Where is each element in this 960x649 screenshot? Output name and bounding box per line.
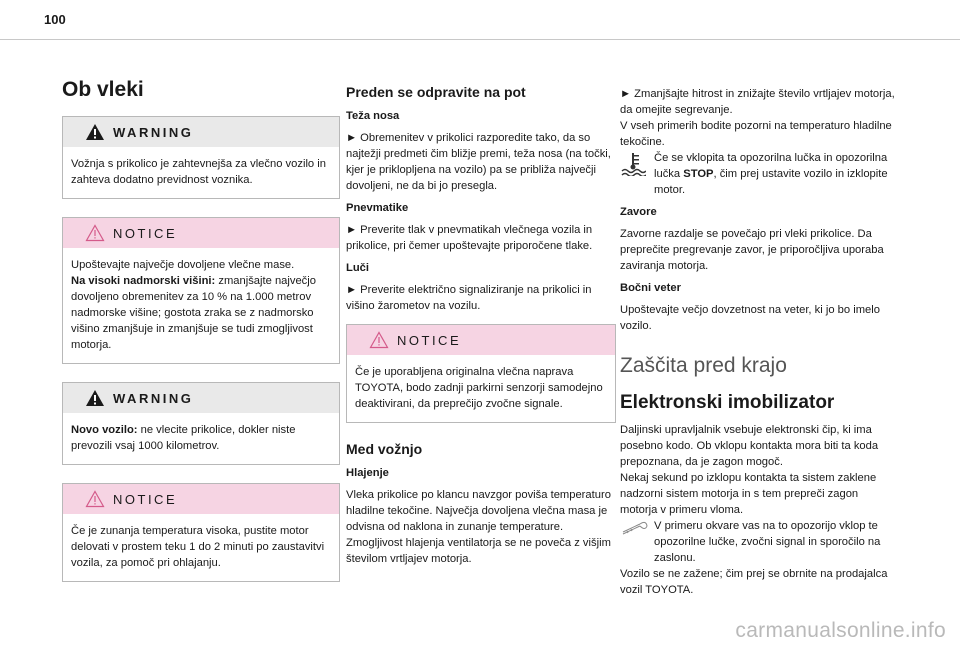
text-coolant-temp: V vseh primerih bodite pozorni na temperaturo hladilne tekočine. <box>620 120 892 148</box>
subheading-brakes: Zavore <box>620 206 657 218</box>
warning-box-2 <box>62 382 340 465</box>
text-lights: ► Preverite električno signaliziranje na prikolici in višino žarometov na vozilu. <box>346 284 592 312</box>
subheading-lights: Luči <box>346 262 369 274</box>
notice-box-3 <box>346 324 616 423</box>
subheading-tyres: Pnevmatike <box>346 202 409 214</box>
column-2 <box>346 84 616 575</box>
notice-box-2 <box>62 483 340 582</box>
notice-label: NOTICE <box>397 332 462 348</box>
subheading-crosswind: Bočni veter <box>620 282 681 294</box>
text-coolant-warning: Če se vklopita ta opozorilna lučka in opozorilna lučka STOP, čim prej ustavite vozilo in izklopite motor. <box>654 152 888 196</box>
immobiliser-warning-paragraph <box>620 518 896 566</box>
notice-label: NOTICE <box>113 225 178 241</box>
section-title-towing: Ob vleki <box>62 78 144 101</box>
text-immobiliser-2: Nekaj sekund po izklopu kontakta ta sistem zaklene nadzorni sistem motorja in s tem prepreči zagon motorja v primeru vloma. <box>620 472 877 516</box>
text-immobiliser-4: Vozilo se ne zažene; čim prej se obrnite na prodajalca vozil TOYOTA. <box>620 568 888 596</box>
text-brakes: Zavorne razdalje se povečajo pri vleki prikolice. Da preprečite pregrevanje zavor, je priporočljiva uporaba zaviranja motorja. <box>620 228 884 272</box>
section-title-immobiliser: Elektronski imobilizator <box>620 392 835 413</box>
warning-text: Novo vozilo: ne vlecite prikolice, dokler niste prevozili vsaj 1000 kilometrov. <box>71 424 296 452</box>
notice-triangle-icon <box>369 331 389 349</box>
subheading-cooling: Hlajenje <box>346 467 389 479</box>
warning-label: WARNING <box>113 390 194 406</box>
subheading-nose-weight: Teža nosa <box>346 110 400 122</box>
warning-label: WARNING <box>113 124 194 140</box>
text-cooling: Vleka prikolice po klancu navzgor poviša temperaturo hladilne tekočine. Največja dovoljena vlečna masa je odvisna od naklona in zunanje temperature. Zmogljivost hlajenja ventilatorja se ne poveča z višjim številom vrtljajev motorja. <box>346 489 611 565</box>
coolant-temperature-icon <box>620 152 646 176</box>
notice-text: Če je zunanja temperatura visoka, pustite motor delovati v prostem teku 1 do 2 minuti po zaustavitvi vozila, za pomoč pri ohlajanju. <box>71 525 325 569</box>
warning-triangle-icon <box>85 389 105 407</box>
column-3 <box>620 86 896 598</box>
section-title-anti-theft: Zaščita pred krajo <box>620 354 787 377</box>
text-crosswind: Upoštevajte večjo dovzetnost na veter, ki jo bo imelo vozilo. <box>620 304 880 332</box>
text-nose-weight: ► Obremenitev v prikolici razporedite tako, da so najtežji predmeti čim bližje premi, teža nosa (na točki, kjer je priklopljena na vozilo) pa se približa največji dovoljeni, ne da bi jo presegla. <box>346 132 611 192</box>
warning-triangle-icon <box>85 123 105 141</box>
text-tyres: ► Preverite tlak v pnevmatikah vlečnega vozila in prikolice, pri čemer upoštevajte priporočene tlake. <box>346 224 593 252</box>
footer-watermark: carmanualsonline.info <box>735 619 946 642</box>
notice-triangle-icon <box>85 224 105 242</box>
header-divider <box>0 39 960 40</box>
text-immobiliser-3: V primeru okvare vas na to opozorijo vklop te opozorilne lučke, zvočni signal in sporočilo na zaslonu. <box>654 520 881 564</box>
notice-box-1 <box>62 217 340 364</box>
column-1 <box>62 78 340 600</box>
page-number: 100 <box>44 12 66 27</box>
notice-triangle-icon <box>85 490 105 508</box>
notice-text: Če je uporabljena originalna vlečna naprava TOYOTA, bodo zadnji parkirni senzorji samodejno deaktivirani, da preprečijo zvočne signale. <box>355 366 603 410</box>
notice-text-1: Upoštevajte največje dovoljene vlečne mase. <box>71 259 295 271</box>
warning-box-1 <box>62 116 340 199</box>
key-warning-icon <box>620 520 648 536</box>
section-title-while-driving: Med vožnjo <box>346 441 423 457</box>
text-reduce-speed: ► Zmanjšajte hitrost in znižajte število vrtljajev motorja, da omejite segrevanje. <box>620 88 895 116</box>
text-immobiliser-1: Daljinski upravljalnik vsebuje elektronski čip, ki ima posebno kodo. Ob vklopu kontakta mora biti ta koda prepoznana, da je zagon mogoč. <box>620 424 879 468</box>
coolant-warning-paragraph <box>620 150 896 198</box>
notice-text-2: Na visoki nadmorski višini: zmanjšajte največjo dovoljeno obremenitev za 10 % na 1.000 metrov nadmorske višine; gostota zraka se z nadmorsko višino zmanjšuje in zmanjšuje se tudi zmogljivost motorja. <box>71 275 316 351</box>
warning-text: Vožnja s prikolico je zahtevnejša za vlečno vozilo in zahteva dodatno previdnost voznika. <box>71 158 326 186</box>
section-title-before-leaving: Preden se odpravite na pot <box>346 84 526 100</box>
notice-label: NOTICE <box>113 491 178 507</box>
